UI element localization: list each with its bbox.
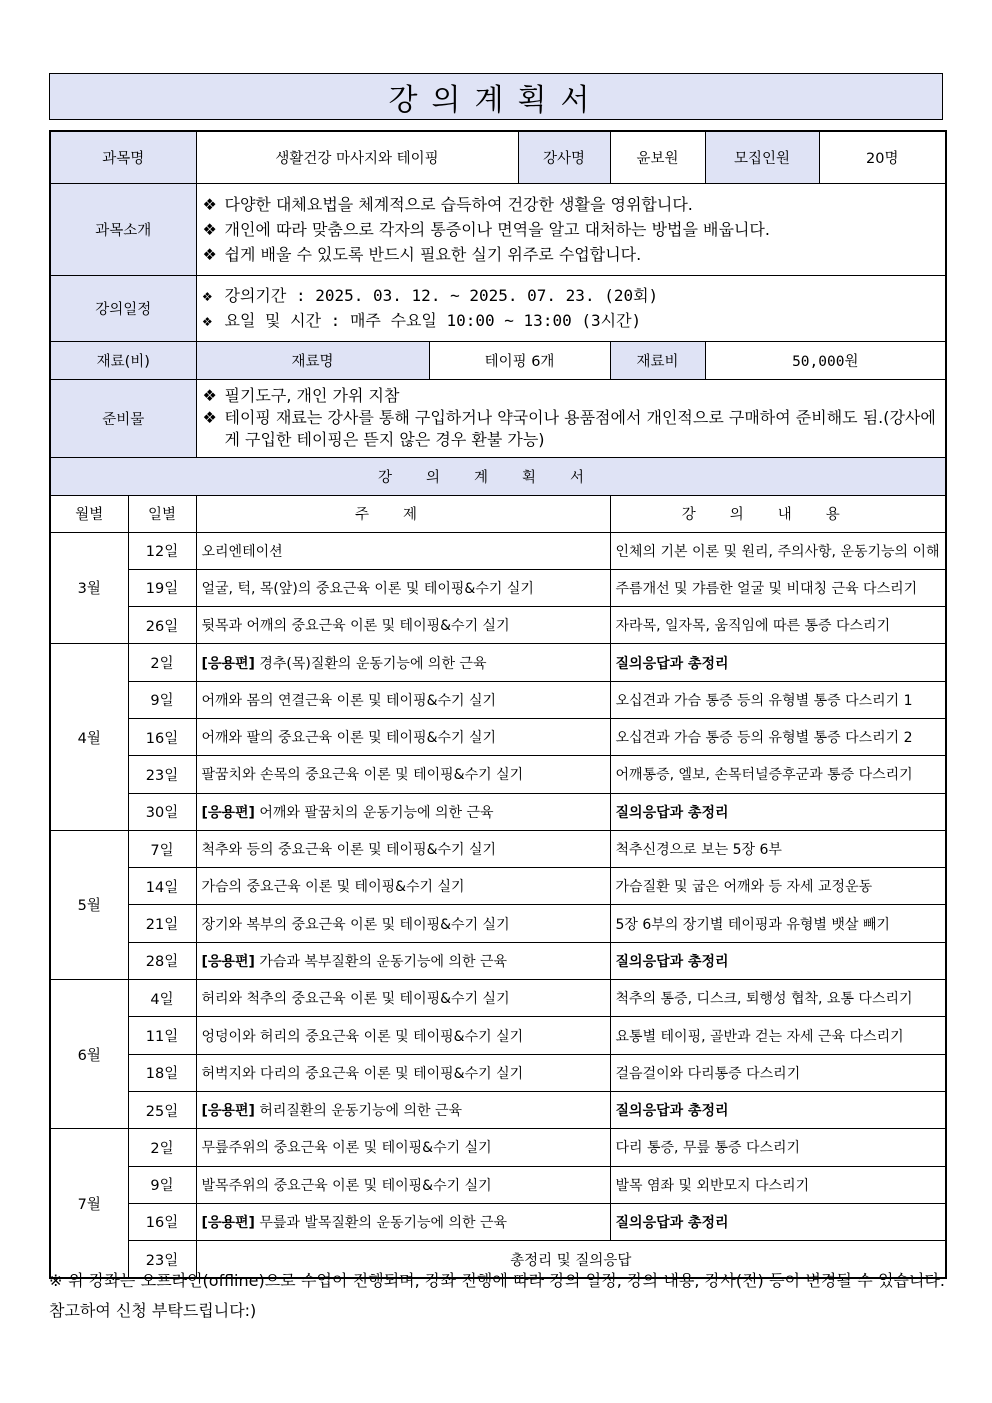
bullet-item [203, 242, 940, 267]
day-cell: 28일 [128, 942, 196, 979]
bullet-item [203, 385, 940, 407]
day-cell: 16일 [128, 1203, 196, 1240]
table-row [50, 718, 946, 755]
day-cell: 16일 [128, 718, 196, 755]
day-cell: 21일 [128, 905, 196, 942]
bullet-text: 쉽게 배울 수 있도록 반드시 필요한 실기 위주로 수업합니다. [224, 244, 642, 264]
footnote: ※ 위 강좌는 오프라인(offline)으로 수업이 진행되며, 강좌 진행에 따라 강의 일정, 강의 내용, 강사(진) 등이 변경될 수 있습니다. 참고하여 신청 부탁드립니다:) [49, 1271, 945, 1320]
table-row [50, 532, 946, 569]
document-title: 강의계획서 [49, 73, 943, 120]
bullet-text: 필기도구, 개인 가위 지참 [224, 386, 400, 405]
prep-label: 준비물 [50, 379, 196, 457]
material-name-value: 테이핑 6개 [429, 341, 610, 379]
topic-cell [196, 532, 610, 569]
diamond-bullet-icon: ❖ [202, 286, 213, 305]
table-row [50, 1166, 946, 1203]
month-cell: 3월 [50, 532, 128, 644]
topic-cell [196, 718, 610, 755]
table-row [50, 830, 946, 867]
month-cell: 7월 [50, 1129, 128, 1278]
table-row [50, 681, 946, 718]
day-cell: 23일 [128, 756, 196, 793]
topic-text: 가슴의 중요근육 이론 및 테이핑&수기 실기 [201, 879, 465, 896]
plan-section-title: 강의계획서 [50, 457, 946, 495]
material-name-label: 재료명 [196, 341, 429, 379]
month-cell: 5월 [50, 830, 128, 979]
content-cell: 다리 통증, 무릎 통증 다스리기 [610, 1129, 946, 1166]
topic-text: 팔꿈치와 손목의 중요근육 이론 및 테이핑&수기 실기 [201, 767, 524, 784]
table-row [50, 1129, 946, 1166]
table-row [50, 1054, 946, 1091]
material-fee-label: 재료비 [610, 341, 705, 379]
month-cell: 4월 [50, 644, 128, 830]
content-cell: 척추신경으로 보는 5장 6부 [610, 830, 946, 867]
diamond-bullet-icon: ❖ [202, 194, 217, 214]
schedule-label: 강의일정 [50, 275, 196, 341]
applied-tag: [응용편] [201, 655, 255, 672]
content-cell: 5장 6부의 장기별 테이핑과 유형별 뱃살 빼기 [610, 905, 946, 942]
col-month-header: 월별 [50, 495, 128, 532]
diamond-bullet-icon: ❖ [202, 311, 213, 330]
content-cell: 질의응답과 총정리 [610, 942, 946, 979]
month-cell: 6월 [50, 980, 128, 1129]
topic-cell [196, 681, 610, 718]
topic-text: 어깨와 팔꿈치의 운동기능에 의한 근육 [259, 804, 494, 821]
topic-cell [196, 905, 610, 942]
instructor-value: 윤보원 [610, 131, 705, 183]
content-cell: 요통별 테이핑, 골반과 걷는 자세 근육 다스리기 [610, 1017, 946, 1054]
topic-cell [196, 830, 610, 867]
day-cell: 19일 [128, 569, 196, 606]
topic-cell [196, 793, 610, 830]
content-cell: 걸음걸이와 다리통증 다스리기 [610, 1054, 946, 1091]
capacity-value: 20명 [819, 131, 946, 183]
topic-cell [196, 756, 610, 793]
topic-text: 장기와 복부의 중요근육 이론 및 테이핑&수기 실기 [201, 916, 510, 933]
topic-text: 가슴과 복부질환의 운동기능에 의한 근육 [259, 953, 508, 970]
bullet-item [203, 283, 940, 308]
material-label: 재료(비) [50, 341, 196, 379]
day-cell: 14일 [128, 868, 196, 905]
content-cell: 주름개선 및 갸름한 얼굴 및 비대칭 근육 다스리기 [610, 569, 946, 606]
applied-tag: [응용편] [201, 953, 255, 970]
capacity-label: 모집인원 [705, 131, 819, 183]
topic-text: 허벅지와 다리의 중요근육 이론 및 테이핑&수기 실기 [201, 1065, 524, 1082]
topic-text: 어깨와 팔의 중요근육 이론 및 테이핑&수기 실기 [201, 730, 497, 747]
col-topic-header: 주제 [196, 495, 610, 532]
day-cell: 25일 [128, 1091, 196, 1128]
day-cell: 26일 [128, 607, 196, 644]
instructor-label: 강사명 [518, 131, 610, 183]
diamond-bullet-icon: ❖ [202, 408, 217, 427]
bullet-item [203, 308, 940, 333]
table-row [50, 644, 946, 681]
topic-cell [196, 1054, 610, 1091]
content-cell: 인체의 기본 이론 및 원리, 주의사항, 운동기능의 이해 [610, 532, 946, 569]
table-row [50, 905, 946, 942]
course-name-label: 과목명 [50, 131, 196, 183]
day-cell: 2일 [128, 644, 196, 681]
applied-tag: [응용편] [201, 1103, 255, 1120]
topic-text: 허리와 척추의 중요근육 이론 및 테이핑&수기 실기 [201, 991, 510, 1008]
topic-text: 발목주위의 중요근육 이론 및 테이핑&수기 실기 [201, 1177, 492, 1194]
content-cell: 발목 염좌 및 외반모지 다스리기 [610, 1166, 946, 1203]
material-fee-value: 50,000원 [705, 341, 946, 379]
table-row [50, 793, 946, 830]
course-plan-table [49, 130, 947, 1279]
content-cell: 오십견과 가슴 통증 등의 유형별 통증 다스리기 2 [610, 718, 946, 755]
content-cell: 어깨통증, 엘보, 손목터널증후군과 통증 다스리기 [610, 756, 946, 793]
topic-cell [196, 1091, 610, 1128]
content-cell: 질의응답과 총정리 [610, 793, 946, 830]
day-cell: 30일 [128, 793, 196, 830]
bullet-text: 강의기간 : 2025. 03. 12. ~ 2025. 07. 23. (20회) [224, 286, 659, 305]
diamond-bullet-icon: ❖ [202, 219, 217, 239]
topic-cell [196, 607, 610, 644]
day-cell: 18일 [128, 1054, 196, 1091]
bullet-text: 개인에 따라 맞춤으로 각자의 통증이나 면역을 알고 대처하는 방법을 배웁니다. [224, 219, 770, 239]
topic-text: 경추(목)질환의 운동기능에 의한 근육 [259, 655, 487, 672]
bullet-text: 테이핑 재료는 강사를 통해 구입하거나 약국이나 용품점에서 개인적으로 구매하여 준비해도 됨.(강사에게 구입한 테이핑은 뜯지 않은 경우 환불 가능) [224, 408, 936, 449]
prep-bullets [196, 379, 946, 457]
table-row [50, 980, 946, 1017]
day-cell: 12일 [128, 532, 196, 569]
topic-cell [196, 569, 610, 606]
topic-text: 허리질환의 운동기능에 의한 근육 [259, 1103, 463, 1120]
topic-text: 어깨와 몸의 연결근육 이론 및 테이핑&수기 실기 [201, 692, 497, 709]
table-row [50, 1203, 946, 1240]
course-name-value: 생활건강 마사지와 테이핑 [196, 131, 518, 183]
col-day-header: 일별 [128, 495, 196, 532]
topic-cell [196, 644, 610, 681]
topic-text: 뒷목과 어깨의 중요근육 이론 및 테이핑&수기 실기 [201, 618, 510, 635]
table-row [50, 756, 946, 793]
table-row [50, 868, 946, 905]
topic-cell [196, 1166, 610, 1203]
merged-cell: 총정리 및 질의응답 [196, 1241, 946, 1278]
topic-cell [196, 980, 610, 1017]
table-row [50, 607, 946, 644]
bullet-text: 요일 및 시간 : 매주 수요일 10:00 ~ 13:00 (3시간) [224, 311, 642, 330]
intro-bullets [196, 183, 946, 275]
table-row [50, 569, 946, 606]
day-cell: 4일 [128, 980, 196, 1017]
topic-cell [196, 942, 610, 979]
day-cell: 7일 [128, 830, 196, 867]
content-cell: 자라목, 일자목, 움직임에 따른 통증 다스리기 [610, 607, 946, 644]
table-row [50, 942, 946, 979]
day-cell: 9일 [128, 681, 196, 718]
diamond-bullet-icon: ❖ [202, 386, 217, 405]
topic-text: 오리엔테이션 [201, 543, 283, 560]
day-cell: 23일 [128, 1241, 196, 1278]
day-cell: 9일 [128, 1166, 196, 1203]
content-cell: 질의응답과 총정리 [610, 644, 946, 681]
topic-cell [196, 1129, 610, 1166]
bullet-item [203, 217, 940, 242]
content-cell: 척추의 통증, 디스크, 퇴행성 협착, 요통 다스리기 [610, 980, 946, 1017]
topic-cell [196, 1203, 610, 1240]
applied-tag: [응용편] [201, 1214, 255, 1231]
content-cell: 오십견과 가슴 통증 등의 유형별 통증 다스리기 1 [610, 681, 946, 718]
day-cell: 11일 [128, 1017, 196, 1054]
bullet-text: 다양한 대체요법을 체계적으로 습득하여 건강한 생활을 영위합니다. [224, 194, 693, 214]
topic-text: 척추와 등의 중요근육 이론 및 테이핑&수기 실기 [201, 842, 497, 859]
applied-tag: [응용편] [201, 804, 255, 821]
col-content-header: 강의내용 [610, 495, 946, 532]
topic-cell [196, 1017, 610, 1054]
topic-text: 엉덩이와 허리의 중요근육 이론 및 테이핑&수기 실기 [201, 1028, 524, 1045]
bullet-item [203, 407, 940, 451]
table-row [50, 1017, 946, 1054]
topic-text: 무릎과 발목질환의 운동기능에 의한 근육 [259, 1214, 508, 1231]
topic-cell [196, 868, 610, 905]
schedule-bullets [196, 275, 946, 341]
bullet-item [203, 192, 940, 217]
day-cell: 2일 [128, 1129, 196, 1166]
topic-text: 얼굴, 턱, 목(앞)의 중요근육 이론 및 테이핑&수기 실기 [201, 580, 534, 597]
diamond-bullet-icon: ❖ [202, 244, 217, 264]
content-cell: 가슴질환 및 굽은 어깨와 등 자세 교정운동 [610, 868, 946, 905]
content-cell: 질의응답과 총정리 [610, 1091, 946, 1128]
content-cell: 질의응답과 총정리 [610, 1203, 946, 1240]
topic-text: 무릎주위의 중요근육 이론 및 테이핑&수기 실기 [201, 1140, 492, 1157]
table-row [50, 1091, 946, 1128]
intro-label: 과목소개 [50, 183, 196, 275]
